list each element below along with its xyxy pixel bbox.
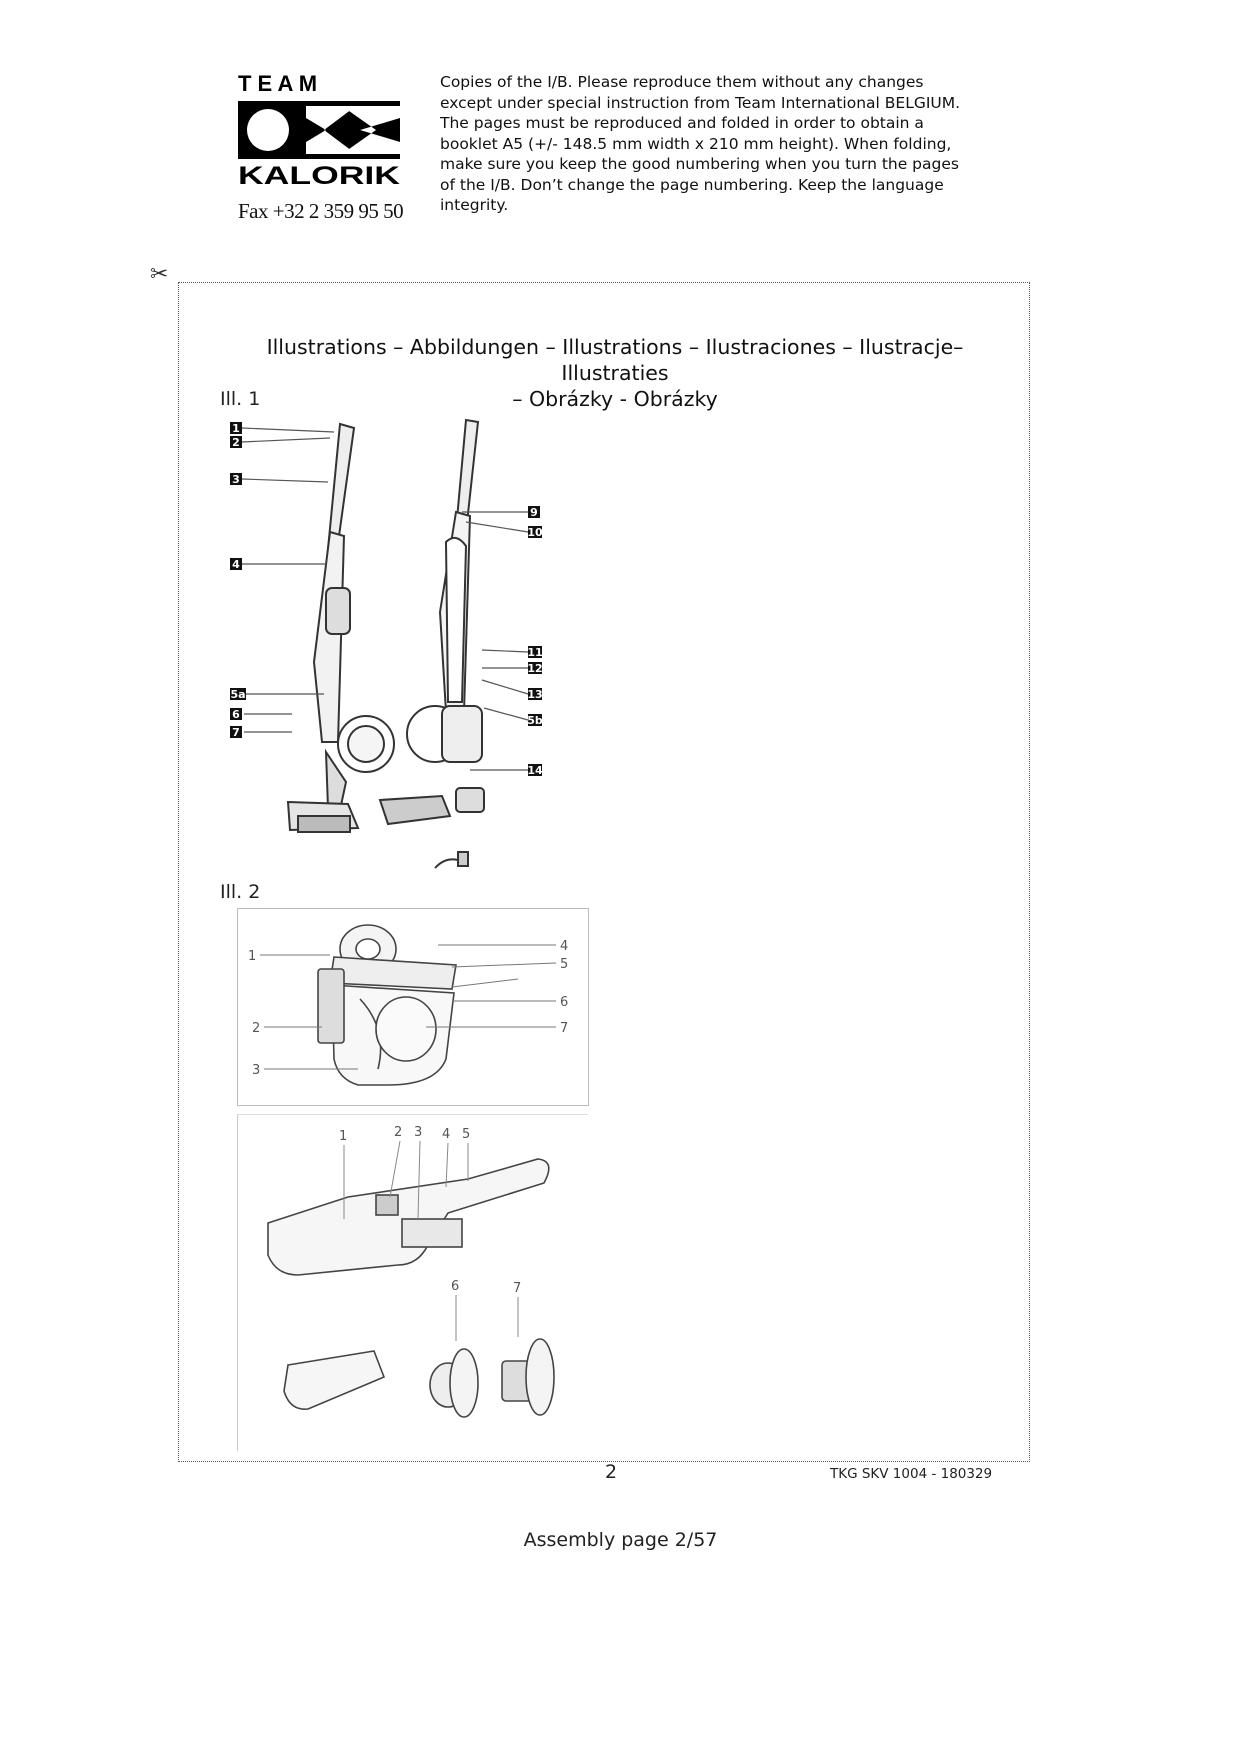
callout-number: 1 (248, 949, 257, 964)
notice-line: integrity. (440, 196, 509, 214)
callout-number: 2 (394, 1125, 403, 1140)
callout-number: 7 (513, 1281, 522, 1296)
right-callout-tags (527, 412, 543, 777)
callout-number: 7 (560, 1021, 569, 1036)
callout-tag: 1 (232, 422, 240, 435)
illustrations-title-line2: – Obrázky - Obrázky (512, 387, 718, 411)
callout-tag: 13 (527, 688, 543, 701)
stick-vacuum-drawing (230, 412, 570, 882)
notice-line: booklet A5 (+/- 148.5 mm width x 210 mm height). When folding, (440, 134, 952, 153)
stick-vacuum-rear-view (380, 420, 484, 868)
callout-number: 6 (560, 995, 569, 1010)
callout-tag: 11 (527, 646, 543, 659)
ill2-label: Ill. 2 (220, 881, 261, 903)
callout-tag: 6 (232, 708, 240, 721)
callout-number: 3 (252, 1063, 261, 1078)
callout-number: 5 (462, 1127, 471, 1142)
callout-tag: 5a (230, 688, 246, 701)
callout-number: 2 (252, 1021, 261, 1036)
logo-top-word: T E A M (238, 72, 318, 96)
callout-number: 1 (339, 1129, 348, 1144)
illustrations-title-line1: Illustrations – Abbildungen – Illustrations – Ilustraciones – Ilustracje– Illustraties (266, 335, 964, 385)
callout-tag: 5b (527, 714, 543, 727)
callout-number: 4 (442, 1127, 451, 1142)
notice-line: The pages must be reproduced and folded in order to obtain a (440, 114, 924, 132)
reproduction-notice (440, 72, 1000, 216)
callout-tag: 14 (527, 764, 543, 777)
callout-tag: 7 (232, 726, 240, 739)
callout-number: 5 (560, 957, 569, 972)
dust-bin-figure (237, 908, 589, 1106)
logo-bottom-word: KALORIK (238, 162, 400, 190)
callout-tag: 9 (530, 506, 538, 519)
callout-number: 4 (560, 939, 569, 954)
notice-line: make sure you keep the good numbering when you turn the pages (440, 155, 959, 173)
notice-line: of the I/B. Don’t change the page numbering. Keep the language (440, 175, 944, 194)
illustrations-title (230, 334, 1000, 412)
callout-tag: 2 (232, 436, 240, 449)
page-number: 2 (605, 1461, 618, 1483)
ill1-label: Ill. 1 (220, 388, 261, 410)
dust-bin-drawing (238, 909, 588, 1105)
left-callout-tags (230, 422, 246, 739)
team-kalorik-logo (238, 72, 408, 194)
notice-line: except under special instruction from Team International BELGIUM. (440, 93, 961, 112)
handheld-vacuum-drawing (238, 1115, 588, 1451)
notice-line: Copies of the I/B. Please reproduce them without any changes (440, 73, 924, 91)
handheld-vacuum-figure (237, 1114, 588, 1451)
fax-number: Fax +32 2 359 95 50 (238, 199, 404, 223)
assembly-page-label: Assembly page 2/57 (523, 1529, 718, 1551)
callout-number: 3 (414, 1125, 423, 1140)
stick-vacuum-figure (230, 412, 570, 882)
callout-tag: 3 (232, 473, 240, 486)
callout-number: 6 (451, 1279, 460, 1294)
stick-vacuum-front-view (288, 424, 394, 832)
callout-tag: 10 (527, 526, 543, 539)
scissors-icon: ✂ (150, 262, 169, 287)
callout-tag: 12 (527, 662, 543, 675)
document-code: TKG SKV 1004 - 180329 (830, 1466, 993, 1482)
callout-tag: 4 (232, 558, 240, 571)
